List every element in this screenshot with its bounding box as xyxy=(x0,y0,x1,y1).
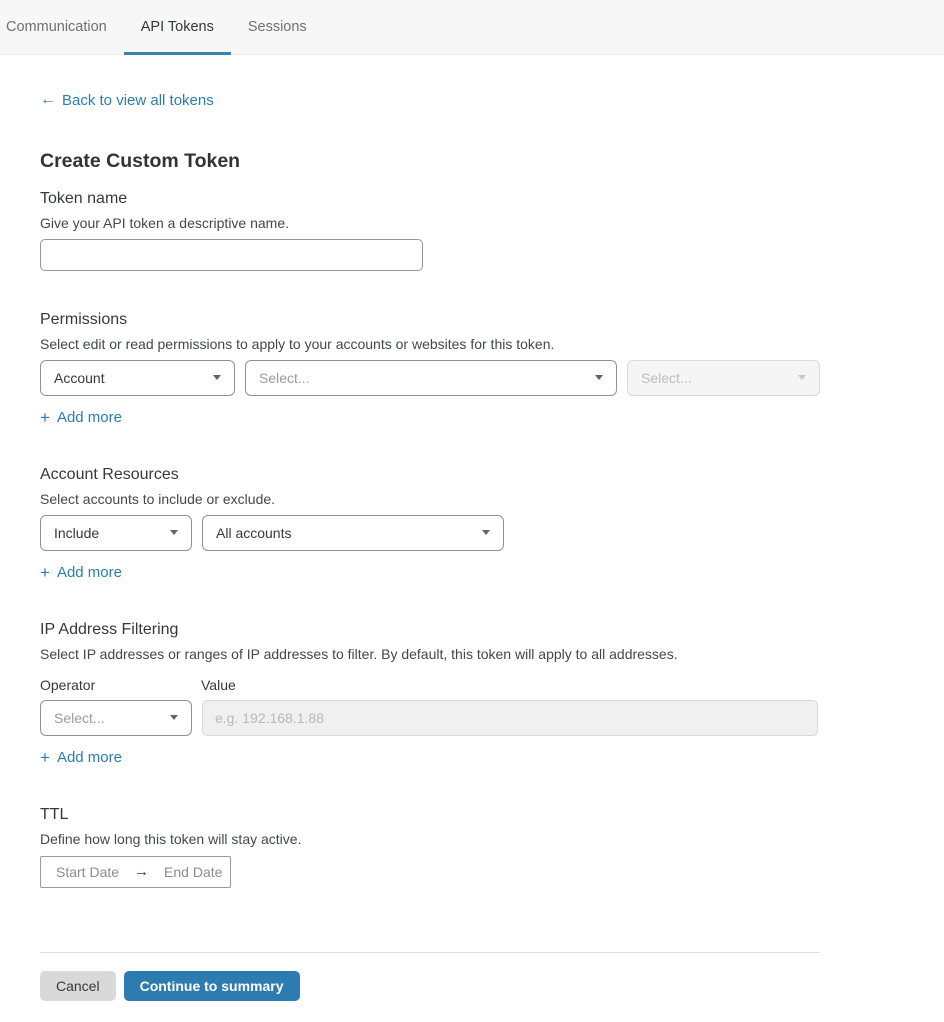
chevron-down-icon xyxy=(595,375,603,380)
account-resources-description: Select accounts to include or exclude. xyxy=(40,490,276,507)
plus-icon: + xyxy=(40,407,50,427)
add-more-label: Add more xyxy=(56,408,122,426)
ip-filtering-heading: IP Address Filtering xyxy=(40,620,179,638)
resource-mode-select[interactable] xyxy=(40,515,192,551)
end-date-placeholder: End Date xyxy=(164,863,223,880)
back-to-tokens-link[interactable] xyxy=(40,92,214,109)
add-more-label: Add more xyxy=(56,748,122,766)
permissions-row xyxy=(40,360,904,396)
footer-divider xyxy=(40,952,820,953)
permission-level-placeholder: Select... xyxy=(641,369,692,386)
account-resources-section xyxy=(40,466,904,581)
resource-accounts-value: All accounts xyxy=(216,524,292,541)
token-name-input[interactable] xyxy=(40,239,423,271)
continue-to-summary-button[interactable]: Continue to summary xyxy=(124,971,300,1001)
plus-icon: + xyxy=(40,562,50,582)
arrow-left-icon: ← xyxy=(40,91,56,108)
chevron-down-icon xyxy=(170,530,178,535)
token-name-section xyxy=(40,190,904,271)
tab-sessions[interactable] xyxy=(231,0,324,54)
resource-mode-value: Include xyxy=(54,524,100,541)
ttl-description: Define how long this token will stay active. xyxy=(40,830,302,847)
permission-group-select[interactable] xyxy=(245,360,617,396)
chevron-down-icon xyxy=(213,375,221,380)
account-resources-add-more-link[interactable] xyxy=(40,564,122,581)
value-label: Value xyxy=(201,676,236,693)
permission-scope-select[interactable] xyxy=(40,360,235,396)
tab-bar xyxy=(0,0,944,55)
plus-icon: + xyxy=(40,747,50,767)
tab-sessions-label: Sessions xyxy=(247,19,307,35)
ip-filtering-labels xyxy=(40,677,904,693)
resource-accounts-select[interactable] xyxy=(202,515,504,551)
tab-communication-label: Communication xyxy=(6,19,107,35)
token-name-heading: Token name xyxy=(40,189,128,207)
ip-filtering-section xyxy=(40,621,904,766)
chevron-down-icon xyxy=(482,530,490,535)
permissions-add-more-link[interactable] xyxy=(40,409,122,426)
ttl-section xyxy=(40,806,904,888)
tab-api-tokens-label: API Tokens xyxy=(140,19,214,35)
permission-scope-value: Account xyxy=(54,369,105,386)
account-resources-heading: Account Resources xyxy=(40,465,179,483)
ip-filtering-add-more-link[interactable] xyxy=(40,749,122,766)
chevron-down-icon xyxy=(798,375,806,380)
ttl-date-range-picker[interactable] xyxy=(40,856,231,888)
ip-filtering-row xyxy=(40,700,904,736)
tab-api-tokens[interactable] xyxy=(124,0,231,54)
add-more-label: Add more xyxy=(56,563,122,581)
ttl-heading: TTL xyxy=(40,805,69,823)
operator-label: Operator xyxy=(40,676,96,693)
permissions-heading: Permissions xyxy=(40,310,128,328)
back-link-label: Back to view all tokens xyxy=(62,91,214,109)
ip-operator-select[interactable] xyxy=(40,700,192,736)
footer-actions xyxy=(40,971,904,1001)
permissions-section xyxy=(40,311,904,426)
start-date-placeholder: Start Date xyxy=(56,863,120,880)
arrow-right-icon: → xyxy=(134,863,150,880)
token-name-description: Give your API token a descriptive name. xyxy=(40,214,290,231)
permission-group-placeholder: Select... xyxy=(259,369,310,386)
permissions-description: Select edit or read permissions to apply to your accounts or websites for this token. xyxy=(40,335,555,352)
account-resources-row xyxy=(40,515,904,551)
ip-filtering-description: Select IP addresses or ranges of IP addresses to filter. By default, this token will apply to all addresses. xyxy=(40,645,678,662)
permission-level-select xyxy=(627,360,820,396)
ip-value-input xyxy=(202,700,818,736)
ip-operator-placeholder: Select... xyxy=(54,709,105,726)
tab-communication[interactable] xyxy=(6,0,124,54)
create-token-form xyxy=(0,55,944,1001)
page-title: Create Custom Token xyxy=(40,149,241,172)
cancel-button[interactable]: Cancel xyxy=(40,971,116,1001)
chevron-down-icon xyxy=(170,715,178,720)
